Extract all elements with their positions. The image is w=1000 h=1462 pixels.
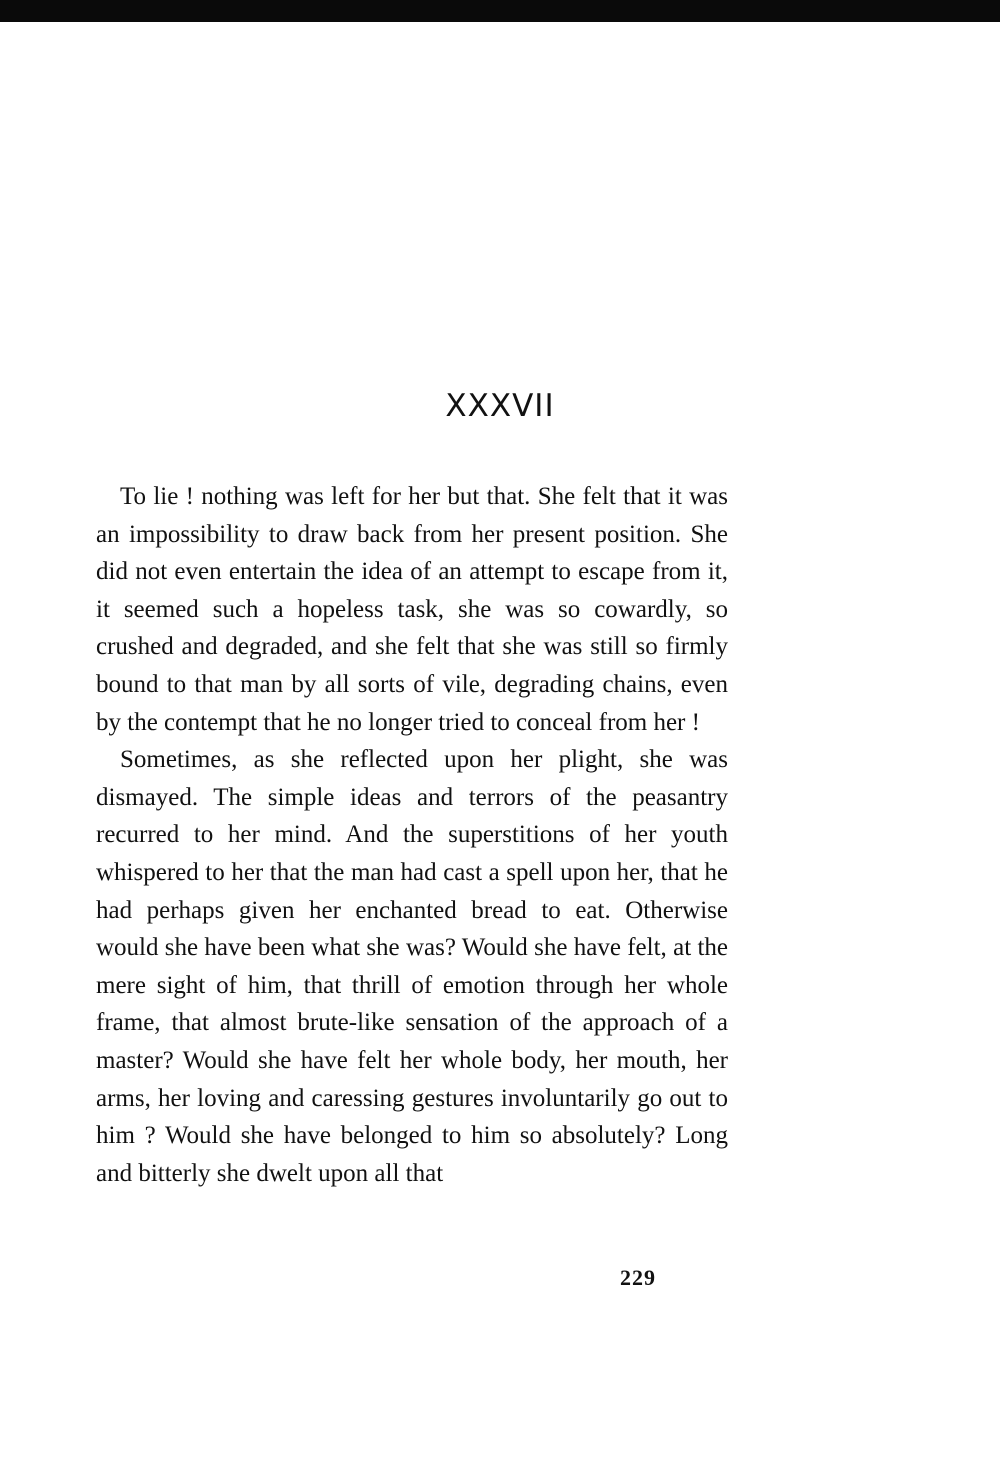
page-number: 229 xyxy=(620,1265,656,1290)
paragraph: Sometimes, as she reflected upon her plight, she was dismayed. The simple ideas and terrors of the peasantry recurred to her mind. And the superstitions of her youth whispered to her that the man had cast a spell upon her, that he had perhaps given her enchanted bread to eat. Otherwise would she have been what she was? Would she have felt, at the mere sight of him, that thrill of emotion through her whole frame, that almost brute-like sensation of the approach of a master? Would she have felt her whole body, her mouth, her arms, her loving and caressing gestures involuntarily go out to him ? Would she have belonged to him so absolutely? Long and bitterly she dwelt upon all that xyxy=(96,746,728,1187)
paragraph: To lie ! nothing was left for her but that. She felt that it was an impossibility to draw back from her present position. She did not even entertain the idea of an attempt to escape from it, it seemed such a hopeless task, she was so cowardly, so crushed and degraded, and she felt that she was still so firmly bound to that man by all sorts of vile, degrading chains, even by the contempt that he no longer tried to conceal from her ! xyxy=(96,483,728,736)
top-border xyxy=(0,0,1000,22)
chapter-heading: XXXVII xyxy=(445,388,555,424)
body-text xyxy=(96,478,728,1192)
